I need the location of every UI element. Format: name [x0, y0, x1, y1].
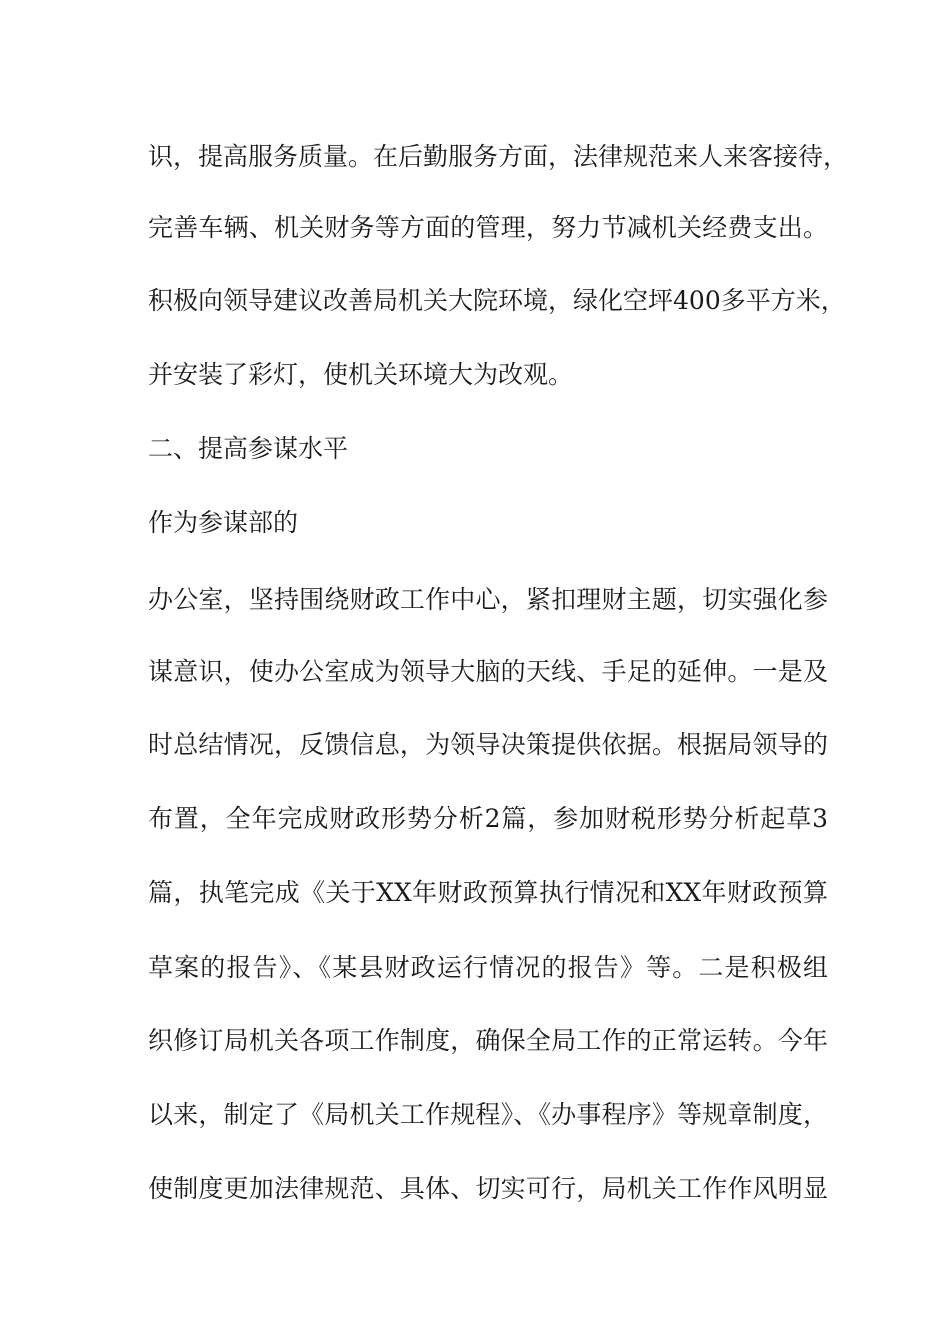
text-line-9: 时总结情况，反馈信息，为领导决策提供依据。根据局领导的	[148, 730, 828, 759]
text-line-7: 办公室，坚持围绕财政工作中心，紧扣理财主题，切实强化参	[148, 585, 828, 614]
text-line-15: 使制度更加法律规范、具体、切实可行，局机关工作作风明显	[148, 1174, 828, 1203]
text-line-11: 篇，执笔完成《关于XX年财政预算执行情况和XX年财政预算	[148, 878, 828, 907]
text-line-2: 完善车辆、机关财务等方面的管理，努力节减机关经费支出。	[148, 213, 828, 242]
text-line-10: 布置，全年完成财政形势分析2篇，参加财税形势分析起草3	[148, 804, 828, 833]
text-line-13: 织修订局机关各项工作制度，确保全局工作的正常运转。今年	[148, 1026, 828, 1055]
text-line-6: 作为参谋部的	[148, 508, 299, 537]
text-line-1: 识，提高服务质量。在后勤服务方面，法律规范来人来客接待，	[148, 142, 849, 171]
text-line-3: 积极向领导建议改善局机关大院环境，绿化空坪400多平方米，	[148, 286, 846, 315]
text-line-12: 草案的报告》、《某县财政运行情况的报告》等。二是积极组	[148, 953, 828, 982]
section-heading: 二、提高参谋水平	[148, 434, 349, 463]
text-line-4: 并安装了彩灯，使机关环境大为改观。	[148, 360, 574, 389]
text-line-8: 谋意识，使办公室成为领导大脑的天线、手足的延伸。一是及	[148, 657, 828, 686]
text-line-14: 以来，制定了《局机关工作规程》、《办事程序》等规章制度，	[148, 1100, 828, 1129]
